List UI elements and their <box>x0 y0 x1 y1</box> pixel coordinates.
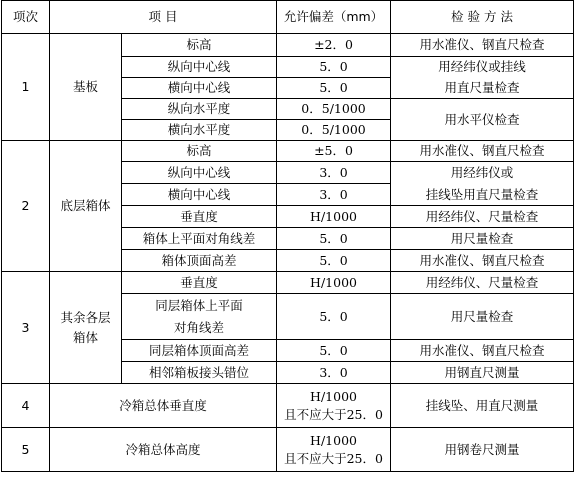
header-method: 检 验 方 法 <box>391 1 574 34</box>
table-row <box>2 141 574 162</box>
group-name <box>50 272 122 384</box>
method-cell: 用经纬仪、尺量检查 <box>391 272 574 294</box>
tolerance-cell: 5．0 <box>277 340 391 362</box>
group-index: 5 <box>2 428 50 472</box>
method-cell <box>391 162 574 206</box>
tolerance-cell: 5．0 <box>277 78 391 99</box>
method-cell: 用尺量检查 <box>391 294 574 340</box>
item-cell: 标高 <box>122 34 277 57</box>
method-line: 用经纬仪或 <box>450 164 514 180</box>
group-index: 1 <box>2 34 50 141</box>
header-tolerance: 允许偏差（mm） <box>277 1 391 34</box>
group-name-line: 箱体 <box>72 329 98 345</box>
header-index: 项次 <box>2 1 50 34</box>
method-cell: 用水准仪、钢直尺检查 <box>391 340 574 362</box>
tolerance-cell: 0．5/1000 <box>277 120 391 141</box>
table-row <box>2 272 574 294</box>
item-cell: 相邻箱板接头错位 <box>122 362 277 384</box>
group-index: 4 <box>2 384 50 428</box>
inspection-table <box>1 0 574 472</box>
table-row <box>2 384 574 428</box>
table-row <box>2 428 574 472</box>
tolerance-line: 且不应大于25．0 <box>284 450 383 466</box>
method-cell: 用经纬仪或挂线 <box>391 57 574 78</box>
item-cell: 纵向水平度 <box>122 99 277 120</box>
tolerance-cell: ±5．0 <box>277 141 391 162</box>
item-cell: 垂直度 <box>122 206 277 228</box>
item-cell: 横向水平度 <box>122 120 277 141</box>
method-line: 挂线坠用直尺量检查 <box>425 186 539 202</box>
group-index: 3 <box>2 272 50 384</box>
group-index: 2 <box>2 141 50 272</box>
item-cell: 纵向中心线 <box>122 162 277 184</box>
table-row <box>2 34 574 57</box>
tolerance-cell: H/1000 <box>277 272 391 294</box>
item-cell: 箱体上平面对角线差 <box>122 228 277 250</box>
tolerance-cell: ±2．0 <box>277 34 391 57</box>
tolerance-cell: 3．0 <box>277 162 391 184</box>
tolerance-cell <box>277 384 391 428</box>
method-cell: 用水平仪检查 <box>391 99 574 141</box>
group-name: 底层箱体 <box>50 141 122 272</box>
method-cell: 用经纬仪、尺量检查 <box>391 206 574 228</box>
method-cell: 用水准仪、钢直尺检查 <box>391 250 574 272</box>
tolerance-cell: 5．0 <box>277 57 391 78</box>
item-cell: 箱体顶面高差 <box>122 250 277 272</box>
tolerance-cell: 5．0 <box>277 250 391 272</box>
tolerance-cell: H/1000 <box>277 206 391 228</box>
tolerance-cell: 5．0 <box>277 294 391 340</box>
item-line: 同层箱体上平面 <box>155 297 243 313</box>
method-cell: 用钢卷尺测量 <box>391 428 574 472</box>
tolerance-cell: 3．0 <box>277 184 391 206</box>
header-item: 项 目 <box>50 1 277 34</box>
item-cell: 冷箱总体高度 <box>50 428 277 472</box>
item-cell: 纵向中心线 <box>122 57 277 78</box>
tolerance-line: H/1000 <box>310 388 357 404</box>
tolerance-cell: 3．0 <box>277 362 391 384</box>
tolerance-cell: 5．0 <box>277 228 391 250</box>
item-cell: 标高 <box>122 141 277 162</box>
method-cell: 用水准仪、钢直尺检查 <box>391 34 574 57</box>
group-name: 基板 <box>50 34 122 141</box>
header-row <box>2 1 574 34</box>
method-cell: 用钢直尺测量 <box>391 362 574 384</box>
method-cell: 用直尺量检查 <box>391 78 574 99</box>
tolerance-line: 且不应大于25．0 <box>284 406 383 422</box>
item-cell: 同层箱体顶面高差 <box>122 340 277 362</box>
method-cell: 用水准仪、钢直尺检查 <box>391 141 574 162</box>
tolerance-cell <box>277 428 391 472</box>
group-name-line: 其余各层 <box>60 309 111 325</box>
method-cell: 用尺量检查 <box>391 228 574 250</box>
item-line: 对角线差 <box>174 319 225 335</box>
item-cell: 横向中心线 <box>122 78 277 99</box>
item-cell: 垂直度 <box>122 272 277 294</box>
item-cell: 冷箱总体垂直度 <box>50 384 277 428</box>
tolerance-line: H/1000 <box>310 432 357 448</box>
item-cell <box>122 294 277 340</box>
tolerance-cell: 0．5/1000 <box>277 99 391 120</box>
method-cell: 挂线坠、用直尺测量 <box>391 384 574 428</box>
item-cell: 横向中心线 <box>122 184 277 206</box>
